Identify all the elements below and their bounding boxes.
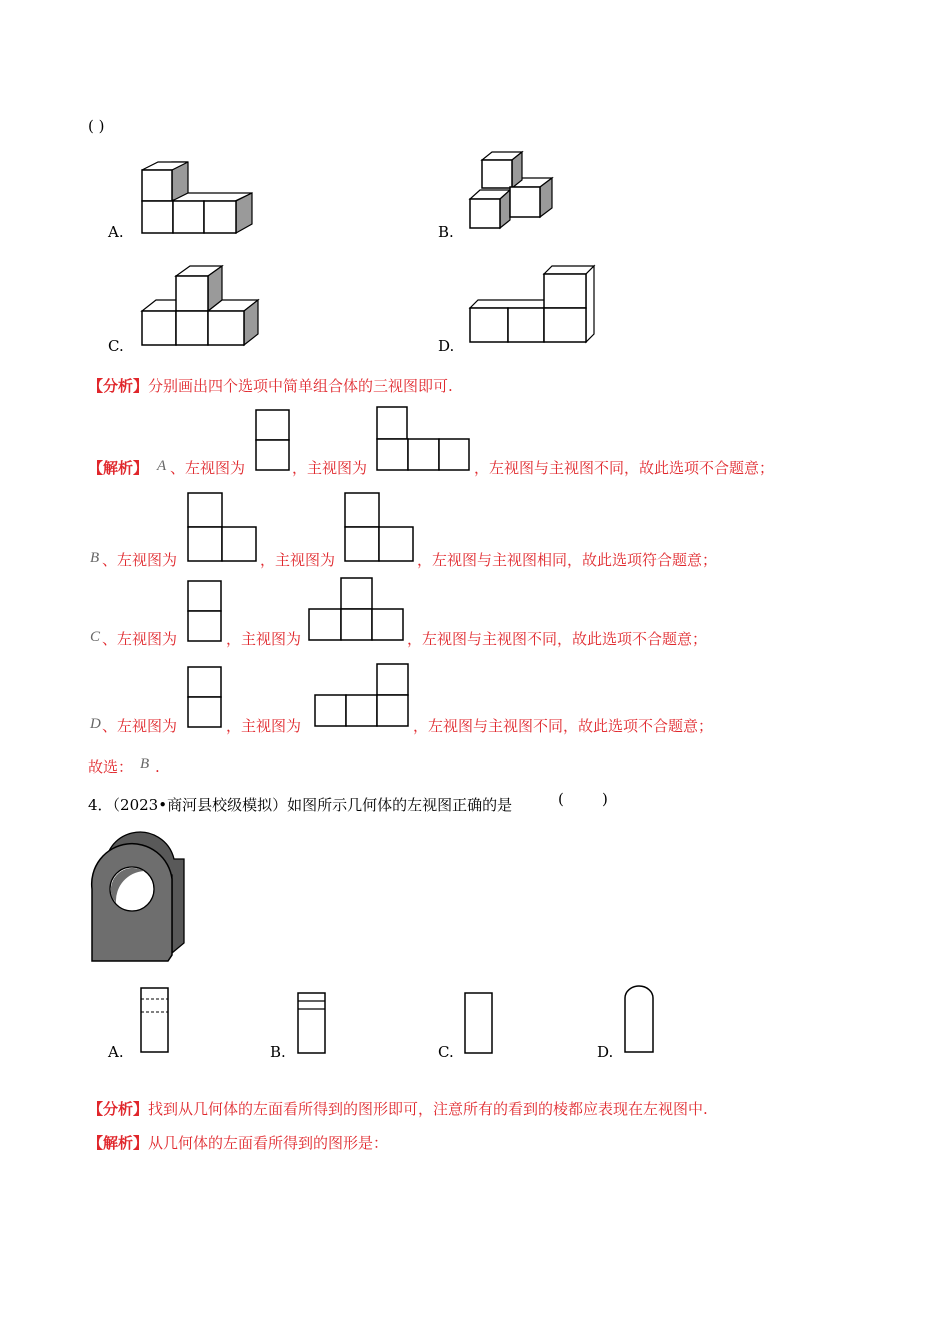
row-a-conclusion: ，左视图与主视图不同，故此选项不合题意；	[474, 459, 775, 477]
q4-solution	[88, 1133, 388, 1153]
row-c-front-label: ，主视图为	[226, 630, 302, 648]
option-c-figure	[140, 264, 262, 348]
q4-option-c-figure	[464, 992, 494, 1056]
row-b-letter: B	[90, 550, 100, 566]
q4-option-d-label: D.	[597, 1043, 614, 1061]
option-d-label: D.	[438, 337, 455, 355]
row-c-left-view	[187, 580, 223, 644]
q4-solid-figure	[88, 845, 188, 967]
row-b-conclusion: ，左视图与主视图相同，故此选项符合题意；	[417, 551, 718, 569]
row-a-front-label: ，主视图为	[292, 459, 368, 477]
row-d-front-label: ，主视图为	[226, 717, 302, 735]
row-a-letter: A	[157, 458, 167, 474]
q4-option-c-label: C.	[438, 1043, 454, 1061]
q4-analysis-text: 找到从几何体的左面看所得到的图形即可，注意所有的看到的棱都应表现在左视图中.	[148, 1100, 708, 1118]
row-b-front-label: ，主视图为	[260, 551, 336, 569]
q4-question: 如图所示几何体的左视图正确的是	[287, 796, 513, 814]
row-b-left-view	[187, 492, 259, 564]
row-d-front-view	[314, 663, 412, 729]
row-a-left-label: 、左视图为	[170, 459, 246, 477]
q4-analysis-tag: 【分析】	[88, 1100, 149, 1118]
row-d-conclusion: ，左视图与主视图不同，故此选项不合题意；	[413, 717, 714, 735]
row-a-left-view	[255, 409, 291, 473]
q4-option-a-figure	[140, 987, 170, 1055]
q4-option-b-label: B.	[270, 1043, 286, 1061]
row-b-left-label: 、左视图为	[102, 551, 178, 569]
option-d-figure	[468, 264, 600, 348]
q3-analysis	[88, 376, 453, 396]
q4-bracket-open: (	[558, 790, 564, 808]
q4-source: （2023•商河县校级模拟）	[112, 796, 288, 814]
option-a-label: A.	[108, 223, 124, 241]
row-d-left-label: 、左视图为	[102, 717, 178, 735]
option-b-label: B.	[438, 223, 454, 241]
q4-option-d-figure	[624, 986, 656, 1056]
option-b-figure	[466, 150, 558, 232]
option-a-figure	[140, 158, 260, 236]
answer-bracket: ( )	[88, 117, 105, 135]
q4-option-a-label: A.	[108, 1043, 124, 1061]
analysis-text: 分别画出四个选项中简单组合体的三视图即可.	[148, 377, 453, 395]
solution-tag: 【解析】	[88, 459, 149, 477]
row-a-front-view	[376, 406, 472, 472]
row-d-letter: D	[90, 716, 101, 732]
row-d-left-view	[187, 666, 223, 730]
row-c-front-view	[308, 577, 406, 643]
row-c-left-label: 、左视图为	[102, 630, 178, 648]
row-c-conclusion: ，左视图与主视图不同，故此选项不合题意；	[407, 630, 708, 648]
q4-solution-tag: 【解析】	[88, 1134, 149, 1152]
q4-stem	[88, 795, 512, 815]
analysis-tag: 【分析】	[88, 377, 149, 395]
q4-option-b-figure	[297, 992, 327, 1056]
answer-letter: B	[140, 756, 150, 772]
option-c-label: C.	[108, 337, 124, 355]
answer-suffix: .	[155, 758, 160, 776]
answer-prefix: 故选：	[88, 758, 134, 776]
q4-solution-text: 从几何体的左面看所得到的图形是：	[148, 1134, 389, 1152]
q4-number: 4．	[88, 796, 113, 814]
row-c-letter: C	[90, 629, 101, 645]
q4-bracket-close: )	[602, 790, 608, 808]
row-b-front-view	[344, 492, 416, 564]
q4-analysis	[88, 1099, 708, 1119]
